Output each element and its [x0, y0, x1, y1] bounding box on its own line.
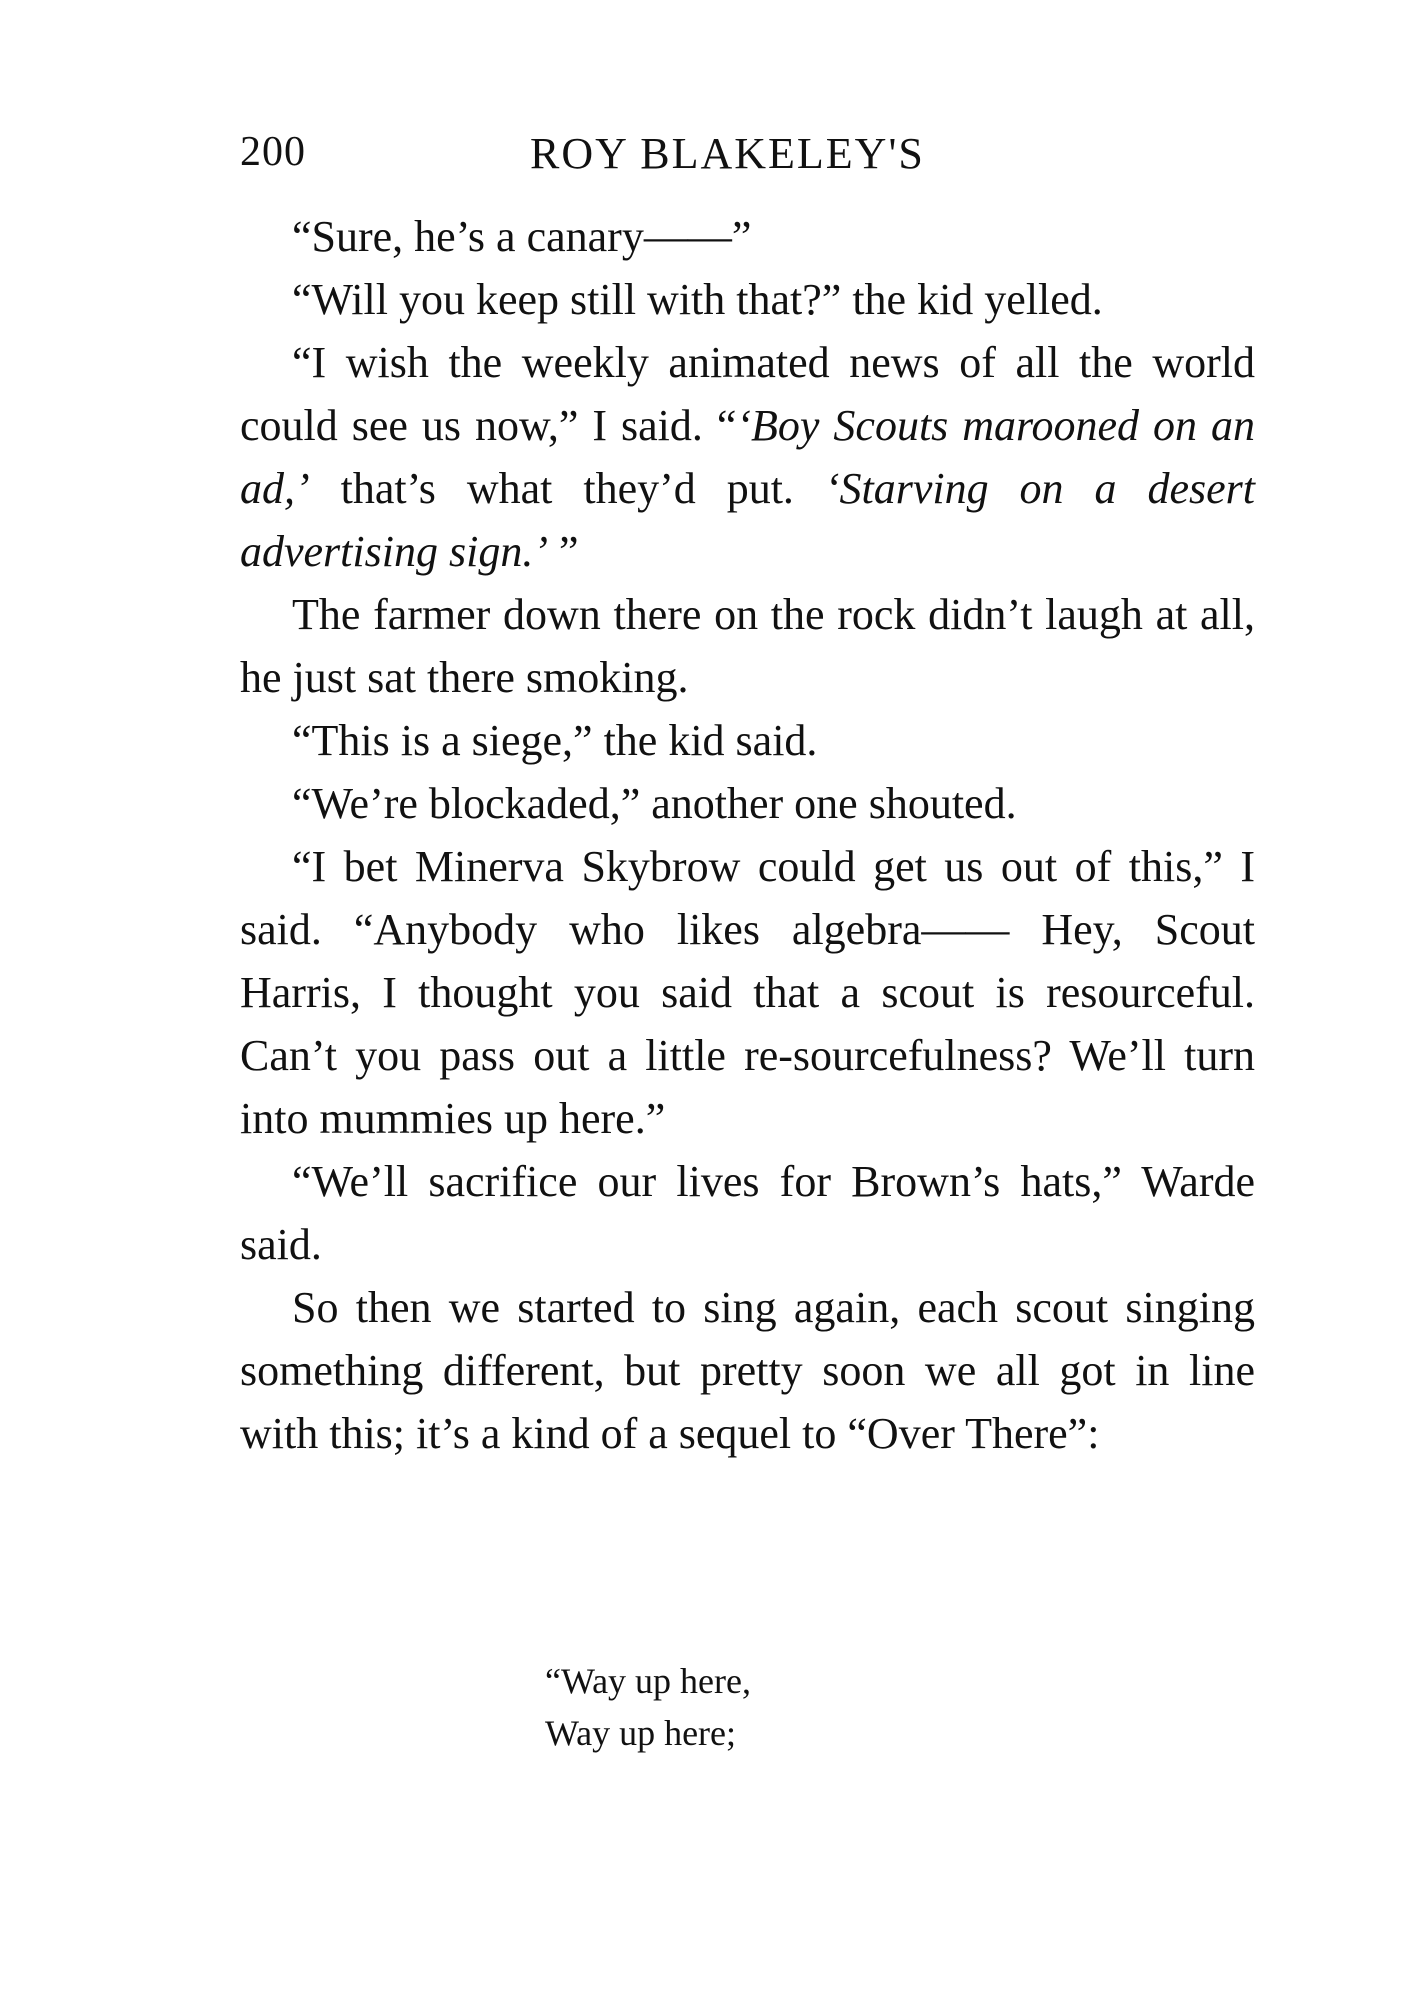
body-text — [240, 205, 1255, 1465]
paragraph-text: “I wish the weekly animated news of all the world could see us now,” I said. “ — [240, 338, 1255, 450]
italic-quote: ‘Boy Scouts marooned on an ad,’ — [240, 401, 1255, 513]
paragraph: “We’re blockaded,” another one shouted. — [292, 779, 1017, 828]
paragraph: “Sure, he’s a canary——” — [292, 212, 752, 261]
paragraph: So then we started to sing again, each scout singing something different, but pretty soon we all got in line with this; it’s a kind of a sequel to “Over There”: — [240, 1283, 1255, 1458]
page-number: 200 — [240, 129, 306, 175]
paragraph: “This is a siege,” the kid said. — [292, 716, 818, 765]
paragraph-text: that’s what they’d put. — [309, 464, 825, 513]
page-header — [240, 128, 1255, 188]
song-verse — [545, 1655, 751, 1759]
verse-line: Way up here; — [545, 1713, 737, 1753]
paragraph-text: ” — [547, 527, 579, 576]
italic-quote: ‘Starving on a desert advertising sign.’ — [240, 464, 1255, 576]
verse-line: “Way up here, — [545, 1661, 751, 1701]
paragraph — [240, 331, 1255, 583]
paragraph: “I bet Minerva Skybrow could get us out of this,” I said. “Anybody who likes algebra—— Hey, Scout Harris, I thought you said that a scout is resourceful. Can’t you pass out a little re-sourcefulness? We’ll turn into mummies up here.” — [240, 842, 1255, 1143]
paragraph: “Will you keep still with that?” the kid yelled. — [292, 275, 1103, 324]
running-head: ROY BLAKELEY'S — [530, 129, 925, 178]
paragraph: The farmer down there on the rock didn’t laugh at all, he just sat there smoking. — [240, 590, 1255, 702]
paragraph: “We’ll sacrifice our lives for Brown’s hats,” Warde said. — [240, 1157, 1255, 1269]
